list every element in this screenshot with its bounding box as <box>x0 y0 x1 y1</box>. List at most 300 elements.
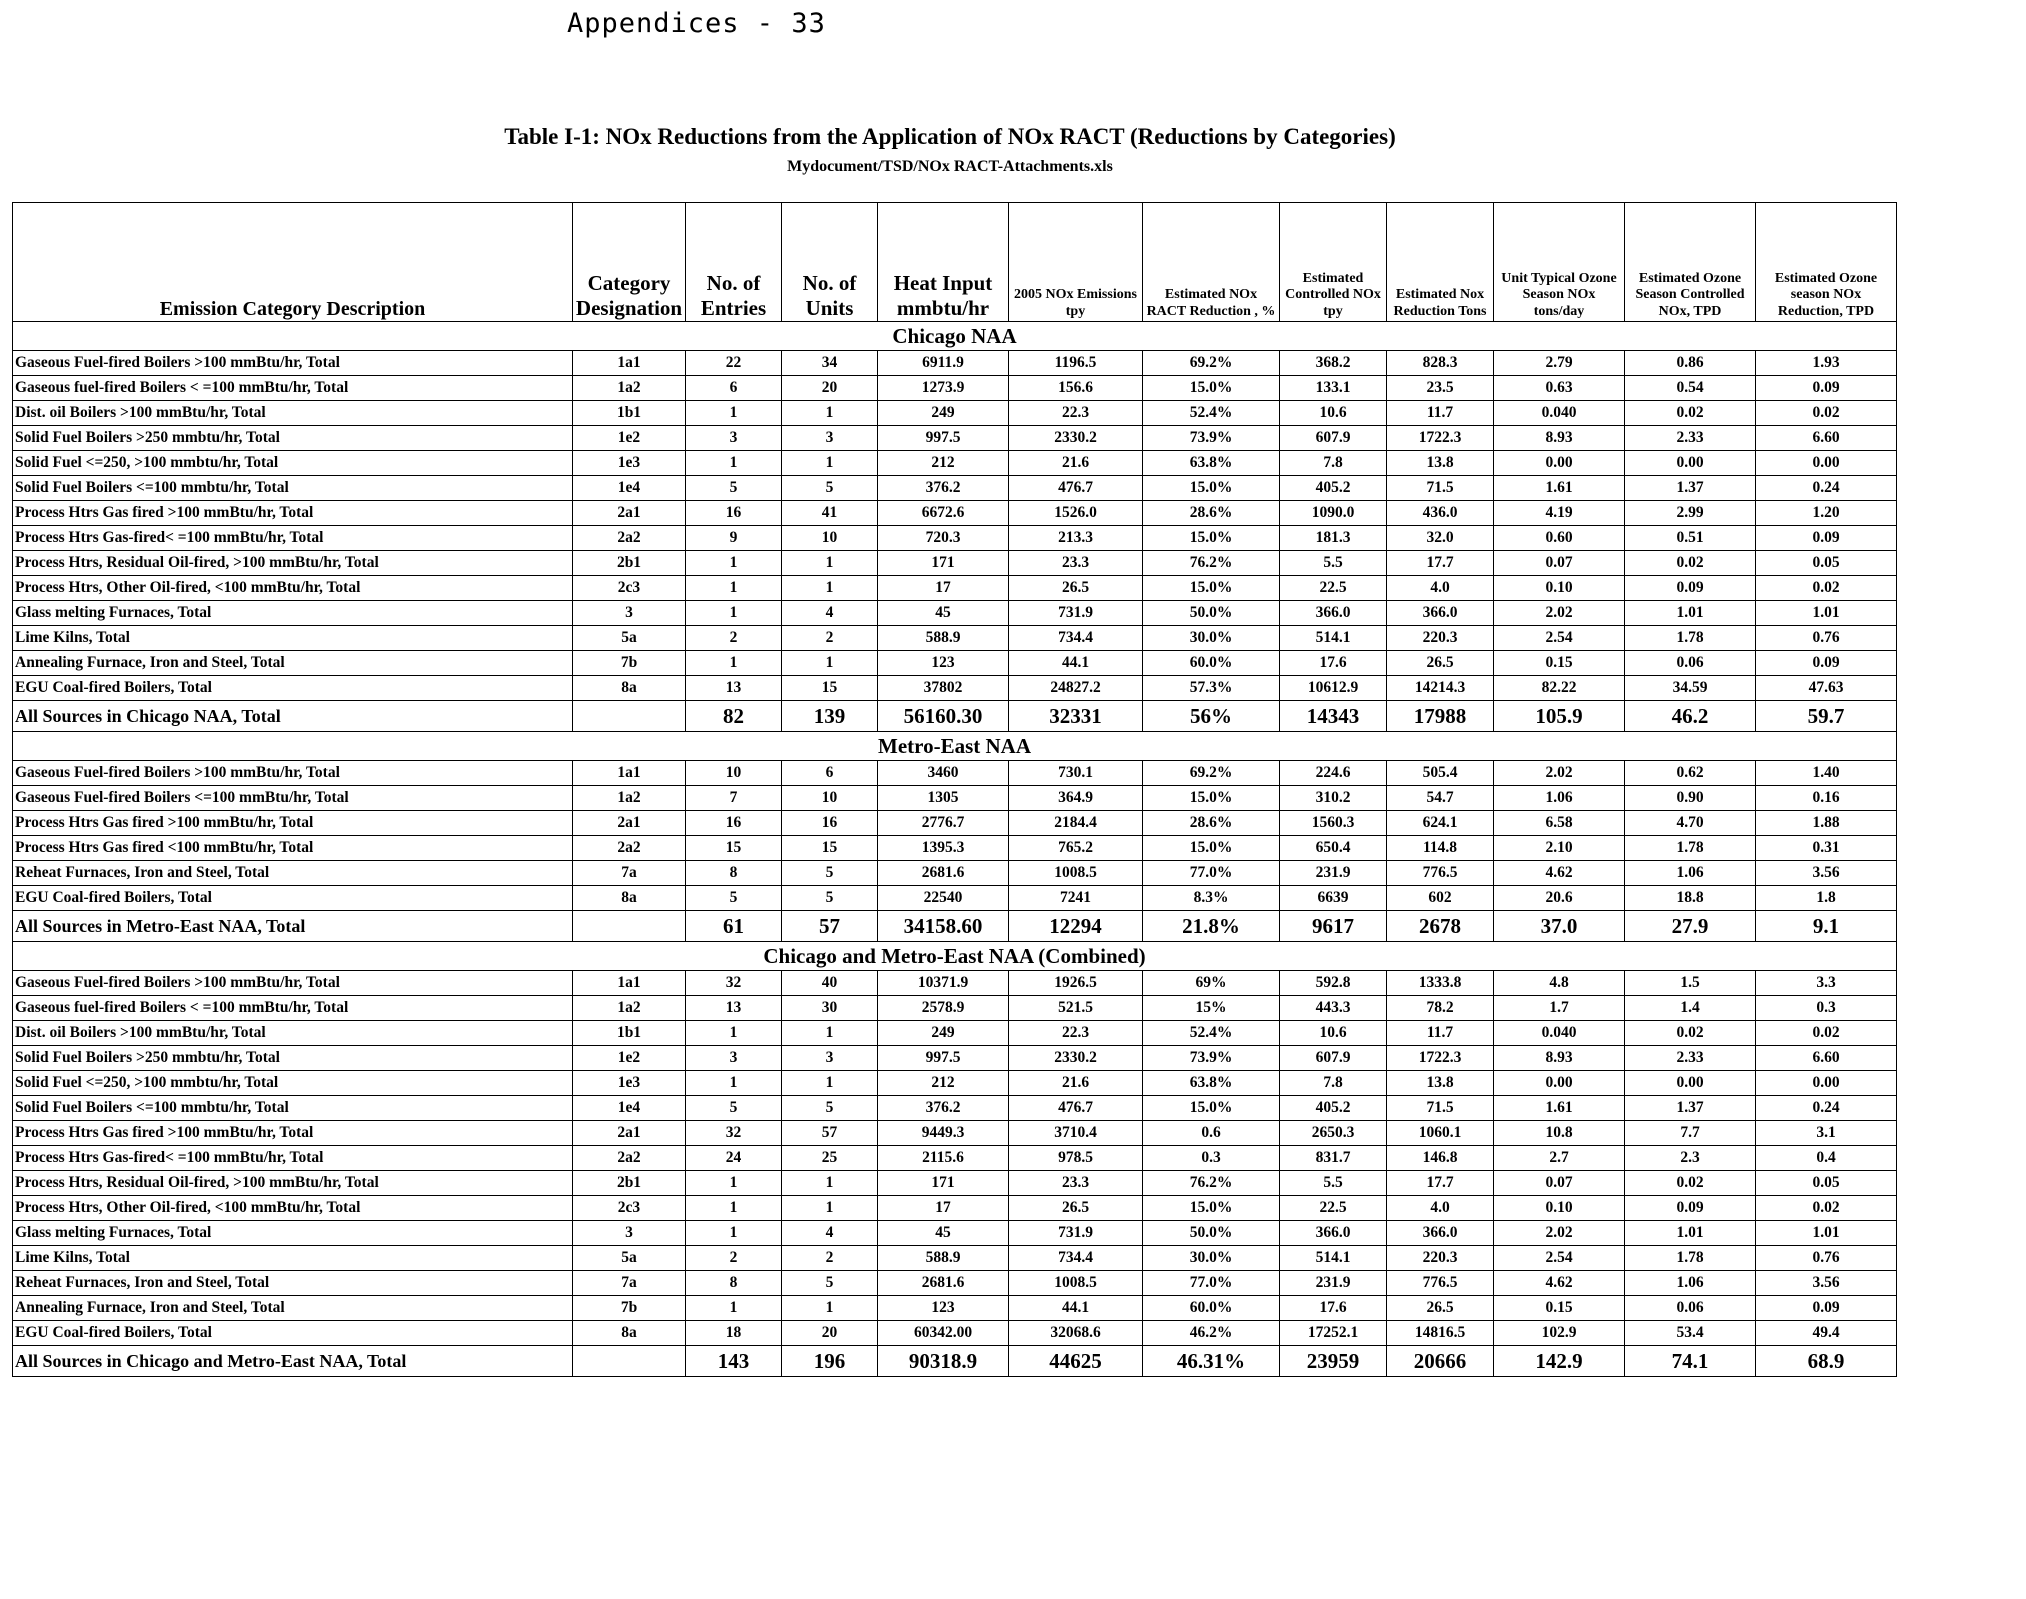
column-header: Unit Typical Ozone Season NOx tons/day <box>1494 203 1625 322</box>
table-cell: 4.0 <box>1387 576 1494 601</box>
table-cell: 123 <box>878 651 1009 676</box>
category-description-cell: Solid Fuel Boilers <=100 mmbtu/hr, Total <box>13 476 573 501</box>
table-cell: 1e2 <box>573 426 686 451</box>
category-description-cell: Process Htrs Gas-fired< =100 mmBtu/hr, Total <box>13 526 573 551</box>
table-cell: 22540 <box>878 886 1009 911</box>
table-cell: 1.40 <box>1756 761 1897 786</box>
table-cell: 17252.1 <box>1280 1321 1387 1346</box>
table-cell: 0.51 <box>1625 526 1756 551</box>
table-cell: 2578.9 <box>878 996 1009 1021</box>
column-header: Estimated Ozone season NOx Reduction, TPD <box>1756 203 1897 322</box>
table-cell: 443.3 <box>1280 996 1387 1021</box>
table-cell: 16 <box>686 501 782 526</box>
table-cell: 76.2% <box>1143 551 1280 576</box>
table-cell: 26.5 <box>1009 576 1143 601</box>
table-cell: 0.02 <box>1625 551 1756 576</box>
category-description-cell: Process Htrs, Other Oil-fired, <100 mmBtu/hr, Total <box>13 576 573 601</box>
table-cell: 53.4 <box>1625 1321 1756 1346</box>
table-cell: 0.24 <box>1756 1096 1897 1121</box>
table-cell: 0.76 <box>1756 1246 1897 1271</box>
table-cell: 1e3 <box>573 1071 686 1096</box>
table-cell: 2681.6 <box>878 1271 1009 1296</box>
table-cell: 0.3 <box>1756 996 1897 1021</box>
table-cell: 5 <box>782 861 878 886</box>
table-cell: 2.02 <box>1494 1221 1625 1246</box>
table-cell: 8a <box>573 886 686 911</box>
table-cell: 7a <box>573 861 686 886</box>
table-row <box>13 376 1897 401</box>
table-cell: 1a1 <box>573 761 686 786</box>
table-cell: 730.1 <box>1009 761 1143 786</box>
table-cell: 1.5 <box>1625 971 1756 996</box>
table-cell: 63.8% <box>1143 451 1280 476</box>
table-cell: 171 <box>878 1171 1009 1196</box>
total-cell: 21.8% <box>1143 911 1280 942</box>
table-cell: 5 <box>782 1096 878 1121</box>
category-description-cell: Dist. oil Boilers >100 mmBtu/hr, Total <box>13 401 573 426</box>
table-cell: 0.09 <box>1756 651 1897 676</box>
table-cell: 0.6 <box>1143 1121 1280 1146</box>
table-cell: 1e2 <box>573 1046 686 1071</box>
table-cell: 3 <box>782 1046 878 1071</box>
column-header: Heat Input mmbtu/hr <box>878 203 1009 322</box>
total-cell: 32331 <box>1009 701 1143 732</box>
table-row <box>13 996 1897 1021</box>
table-cell: 77.0% <box>1143 861 1280 886</box>
total-cell: 57 <box>782 911 878 942</box>
table-cell: 5 <box>686 1096 782 1121</box>
table-cell: 249 <box>878 1021 1009 1046</box>
section-title: Metro-East NAA <box>13 732 1897 761</box>
section-header-row <box>13 942 1897 971</box>
table-cell: 0.07 <box>1494 1171 1625 1196</box>
category-description-cell: Gaseous Fuel-fired Boilers >100 mmBtu/hr, Total <box>13 971 573 996</box>
table-row <box>13 626 1897 651</box>
table-cell: 5.5 <box>1280 551 1387 576</box>
table-cell: 0.16 <box>1756 786 1897 811</box>
category-description-cell: Solid Fuel Boilers >250 mmbtu/hr, Total <box>13 1046 573 1071</box>
table-cell: 15.0% <box>1143 576 1280 601</box>
table-cell: 4.0 <box>1387 1196 1494 1221</box>
table-cell: 1a2 <box>573 996 686 1021</box>
category-description-cell: EGU Coal-fired Boilers, Total <box>13 676 573 701</box>
table-cell: 22 <box>686 351 782 376</box>
table-cell: 16 <box>782 811 878 836</box>
section-header-row <box>13 322 1897 351</box>
table-cell: 2.10 <box>1494 836 1625 861</box>
table-cell: 1 <box>686 1171 782 1196</box>
table-cell: 26.5 <box>1387 1296 1494 1321</box>
table-cell: 44.1 <box>1009 651 1143 676</box>
total-row <box>13 1346 1897 1377</box>
table-cell: 588.9 <box>878 626 1009 651</box>
table-row <box>13 786 1897 811</box>
table-cell: 17 <box>878 1196 1009 1221</box>
table-cell: 1 <box>686 1021 782 1046</box>
table-cell: 1.7 <box>1494 996 1625 1021</box>
category-description-cell: Process Htrs, Residual Oil-fired, >100 mmBtu/hr, Total <box>13 551 573 576</box>
table-cell: 3 <box>573 601 686 626</box>
table-cell: 310.2 <box>1280 786 1387 811</box>
table-cell: 17 <box>878 576 1009 601</box>
total-cell: 23959 <box>1280 1346 1387 1377</box>
total-cell: 74.1 <box>1625 1346 1756 1377</box>
table-cell: 1 <box>782 1071 878 1096</box>
column-header: Estimated Controlled NOx tpy <box>1280 203 1387 322</box>
table-cell: 2.7 <box>1494 1146 1625 1171</box>
category-description-cell: Gaseous fuel-fired Boilers < =100 mmBtu/hr, Total <box>13 376 573 401</box>
table-cell: 1.20 <box>1756 501 1897 526</box>
table-cell: 505.4 <box>1387 761 1494 786</box>
table-cell: 22.5 <box>1280 1196 1387 1221</box>
table-row <box>13 1171 1897 1196</box>
table-body <box>13 322 1897 1377</box>
table-row <box>13 811 1897 836</box>
total-label-cell: All Sources in Chicago and Metro-East NAA, Total <box>13 1346 573 1377</box>
table-cell: 2.99 <box>1625 501 1756 526</box>
table-row <box>13 1121 1897 1146</box>
table-cell: 0.00 <box>1756 451 1897 476</box>
table-cell: 1 <box>686 551 782 576</box>
table-cell: 114.8 <box>1387 836 1494 861</box>
table-cell: 23.3 <box>1009 1171 1143 1196</box>
nox-reductions-table <box>12 202 1897 1377</box>
table-cell: 7.7 <box>1625 1121 1756 1146</box>
table-cell: 9 <box>686 526 782 551</box>
category-description-cell: Annealing Furnace, Iron and Steel, Total <box>13 651 573 676</box>
table-cell: 624.1 <box>1387 811 1494 836</box>
table-cell: 1 <box>782 1196 878 1221</box>
table-cell: 1e3 <box>573 451 686 476</box>
table-cell: 0.09 <box>1756 376 1897 401</box>
table-cell: 3.56 <box>1756 1271 1897 1296</box>
category-description-cell: Gaseous Fuel-fired Boilers >100 mmBtu/hr, Total <box>13 351 573 376</box>
table-cell: 731.9 <box>1009 601 1143 626</box>
table-cell: 15.0% <box>1143 1096 1280 1121</box>
table-cell: 1 <box>686 451 782 476</box>
table-cell: 231.9 <box>1280 861 1387 886</box>
table-cell: 40 <box>782 971 878 996</box>
table-cell: 1722.3 <box>1387 426 1494 451</box>
table-cell: 13.8 <box>1387 1071 1494 1096</box>
table-cell: 60.0% <box>1143 1296 1280 1321</box>
table-cell: 1 <box>686 1071 782 1096</box>
total-cell: 105.9 <box>1494 701 1625 732</box>
table-cell: 1b1 <box>573 1021 686 1046</box>
table-cell: 1 <box>686 601 782 626</box>
table-row <box>13 451 1897 476</box>
total-cell: 2678 <box>1387 911 1494 942</box>
total-cell: 37.0 <box>1494 911 1625 942</box>
table-cell: 1.01 <box>1625 601 1756 626</box>
table-cell: 21.6 <box>1009 1071 1143 1096</box>
table-cell: 10612.9 <box>1280 676 1387 701</box>
table-cell: 1.4 <box>1625 996 1756 1021</box>
table-cell: 13 <box>686 676 782 701</box>
table-cell: 78.2 <box>1387 996 1494 1021</box>
table-cell: 15.0% <box>1143 786 1280 811</box>
table-cell: 15.0% <box>1143 376 1280 401</box>
table-cell: 734.4 <box>1009 1246 1143 1271</box>
table-cell: 2.54 <box>1494 626 1625 651</box>
table-cell: 0.90 <box>1625 786 1756 811</box>
table-cell: 1 <box>782 1171 878 1196</box>
total-cell: 9.1 <box>1756 911 1897 942</box>
table-cell: 50.0% <box>1143 1221 1280 1246</box>
table-cell: 0.07 <box>1494 551 1625 576</box>
table-cell: 7b <box>573 1296 686 1321</box>
table-cell: 650.4 <box>1280 836 1387 861</box>
total-cell: 20666 <box>1387 1346 1494 1377</box>
table-cell: 376.2 <box>878 1096 1009 1121</box>
table-cell: 1 <box>782 451 878 476</box>
table-cell: 1060.1 <box>1387 1121 1494 1146</box>
table-row <box>13 526 1897 551</box>
table-cell: 5 <box>782 886 878 911</box>
total-label-cell: All Sources in Chicago NAA, Total <box>13 701 573 732</box>
table-cell: 1 <box>686 1296 782 1321</box>
table-cell: 25 <box>782 1146 878 1171</box>
table-cell: 3 <box>573 1221 686 1246</box>
table-cell: 231.9 <box>1280 1271 1387 1296</box>
table-cell: 0.10 <box>1494 576 1625 601</box>
table-cell: 7b <box>573 651 686 676</box>
table-cell: 26.5 <box>1387 651 1494 676</box>
table-cell: 0.06 <box>1625 1296 1756 1321</box>
table-cell: 14214.3 <box>1387 676 1494 701</box>
table-cell: 2a2 <box>573 526 686 551</box>
table-row <box>13 1221 1897 1246</box>
total-cell: 17988 <box>1387 701 1494 732</box>
table-cell: 0.02 <box>1625 1171 1756 1196</box>
table-cell: 13.8 <box>1387 451 1494 476</box>
table-cell: 476.7 <box>1009 1096 1143 1121</box>
table-cell: 7 <box>686 786 782 811</box>
table-cell: 4.19 <box>1494 501 1625 526</box>
table-cell: 0.76 <box>1756 626 1897 651</box>
table-row <box>13 761 1897 786</box>
table-cell: 220.3 <box>1387 1246 1494 1271</box>
table-cell: 37802 <box>878 676 1009 701</box>
table-cell: 376.2 <box>878 476 1009 501</box>
table-cell: 5 <box>782 1271 878 1296</box>
table-cell: 30.0% <box>1143 1246 1280 1271</box>
table-cell: 11.7 <box>1387 1021 1494 1046</box>
category-description-cell: Process Htrs, Residual Oil-fired, >100 mmBtu/hr, Total <box>13 1171 573 1196</box>
total-cell: 34158.60 <box>878 911 1009 942</box>
table-cell: 607.9 <box>1280 426 1387 451</box>
table-row <box>13 501 1897 526</box>
table-cell: 2 <box>782 1246 878 1271</box>
table-cell: 76.2% <box>1143 1171 1280 1196</box>
column-header: Estimated Ozone Season Controlled NOx, TPD <box>1625 203 1756 322</box>
table-cell: 0.09 <box>1756 1296 1897 1321</box>
table-cell: 1 <box>686 401 782 426</box>
table-cell: 2c3 <box>573 1196 686 1221</box>
table-row <box>13 1296 1897 1321</box>
table-cell: 1 <box>782 401 878 426</box>
table-cell: 1 <box>686 1221 782 1246</box>
total-cell: 56160.30 <box>878 701 1009 732</box>
total-cell: 9617 <box>1280 911 1387 942</box>
total-row <box>13 911 1897 942</box>
table-row <box>13 1046 1897 1071</box>
table-row <box>13 836 1897 861</box>
table-cell: 1 <box>686 651 782 676</box>
table-cell: 734.4 <box>1009 626 1143 651</box>
table-cell: 4.62 <box>1494 861 1625 886</box>
category-description-cell: Reheat Furnaces, Iron and Steel, Total <box>13 1271 573 1296</box>
table-cell: 1.06 <box>1494 786 1625 811</box>
table-cell: 77.0% <box>1143 1271 1280 1296</box>
table-cell: 54.7 <box>1387 786 1494 811</box>
table-row <box>13 1096 1897 1121</box>
table-cell: 46.2% <box>1143 1321 1280 1346</box>
table-cell: 6.60 <box>1756 1046 1897 1071</box>
table-cell: 2 <box>782 626 878 651</box>
table-cell: 1a1 <box>573 971 686 996</box>
table-cell: 1.06 <box>1625 1271 1756 1296</box>
total-cell: 68.9 <box>1756 1346 1897 1377</box>
column-header: No. of Entries <box>686 203 782 322</box>
table-row <box>13 1071 1897 1096</box>
total-cell: 143 <box>686 1346 782 1377</box>
table-cell: 171 <box>878 551 1009 576</box>
table-cell: 0.15 <box>1494 1296 1625 1321</box>
table-cell: 0.54 <box>1625 376 1756 401</box>
total-cell <box>573 1346 686 1377</box>
table-cell: 0.02 <box>1625 1021 1756 1046</box>
table-cell: 32 <box>686 971 782 996</box>
table-subtitle: Mydocument/TSD/NOx RACT-Attachments.xls <box>787 158 1113 175</box>
table-cell: 0.09 <box>1756 526 1897 551</box>
table-row <box>13 861 1897 886</box>
table-cell: 30 <box>782 996 878 1021</box>
table-cell: 0.02 <box>1756 1196 1897 1221</box>
table-cell: 476.7 <box>1009 476 1143 501</box>
table-cell: 1395.3 <box>878 836 1009 861</box>
table-cell: 0.63 <box>1494 376 1625 401</box>
table-cell: 1 <box>782 1021 878 1046</box>
table-cell: 1 <box>782 651 878 676</box>
table-cell: 22.3 <box>1009 401 1143 426</box>
category-description-cell: Gaseous fuel-fired Boilers < =100 mmBtu/hr, Total <box>13 996 573 1021</box>
category-description-cell: Glass melting Furnaces, Total <box>13 601 573 626</box>
table-cell: 23.5 <box>1387 376 1494 401</box>
table-cell: 1.88 <box>1756 811 1897 836</box>
table-cell: 5 <box>686 886 782 911</box>
table-cell: 6.58 <box>1494 811 1625 836</box>
section-title: Chicago and Metro-East NAA (Combined) <box>13 942 1897 971</box>
table-cell: 2c3 <box>573 576 686 601</box>
table-row <box>13 1246 1897 1271</box>
table-cell: 32 <box>686 1121 782 1146</box>
table-cell: 24827.2 <box>1009 676 1143 701</box>
table-cell: 592.8 <box>1280 971 1387 996</box>
table-cell: 1.01 <box>1625 1221 1756 1246</box>
table-cell: 15.0% <box>1143 526 1280 551</box>
table-cell: 2 <box>686 1246 782 1271</box>
table-cell: 60342.00 <box>878 1321 1009 1346</box>
table-cell: 28.6% <box>1143 811 1280 836</box>
category-description-cell: Solid Fuel <=250, >100 mmbtu/hr, Total <box>13 1071 573 1096</box>
table-cell: 0.06 <box>1625 651 1756 676</box>
table-cell: 18 <box>686 1321 782 1346</box>
column-header: Estimated Nox Reduction Tons <box>1387 203 1494 322</box>
table-cell: 1.93 <box>1756 351 1897 376</box>
table-cell: 2.54 <box>1494 1246 1625 1271</box>
table-cell: 828.3 <box>1387 351 1494 376</box>
table-cell: 4.70 <box>1625 811 1756 836</box>
table-cell: 73.9% <box>1143 1046 1280 1071</box>
table-cell: 8.3% <box>1143 886 1280 911</box>
table-cell: 1008.5 <box>1009 1271 1143 1296</box>
table-cell: 6.60 <box>1756 426 1897 451</box>
category-description-cell: Dist. oil Boilers >100 mmBtu/hr, Total <box>13 1021 573 1046</box>
table-cell: 978.5 <box>1009 1146 1143 1171</box>
table-cell: 156.6 <box>1009 376 1143 401</box>
category-description-cell: Process Htrs Gas fired >100 mmBtu/hr, Total <box>13 501 573 526</box>
total-cell: 196 <box>782 1346 878 1377</box>
total-cell: 139 <box>782 701 878 732</box>
table-cell: 22.3 <box>1009 1021 1143 1046</box>
total-cell: 90318.9 <box>878 1346 1009 1377</box>
table-cell: 2330.2 <box>1009 426 1143 451</box>
table-cell: 1 <box>782 1296 878 1321</box>
category-description-cell: Solid Fuel <=250, >100 mmbtu/hr, Total <box>13 451 573 476</box>
table-cell: 0.31 <box>1756 836 1897 861</box>
table-row <box>13 971 1897 996</box>
table-cell: 8 <box>686 1271 782 1296</box>
table-cell: 997.5 <box>878 1046 1009 1071</box>
category-description-cell: Gaseous Fuel-fired Boilers <=100 mmBtu/hr, Total <box>13 786 573 811</box>
table-cell: 1.78 <box>1625 1246 1756 1271</box>
table-cell: 1.78 <box>1625 626 1756 651</box>
table-cell: 0.86 <box>1625 351 1756 376</box>
table-cell: 20 <box>782 1321 878 1346</box>
table-cell: 514.1 <box>1280 1246 1387 1271</box>
table-cell: 18.8 <box>1625 886 1756 911</box>
table-cell: 45 <box>878 601 1009 626</box>
table-cell: 0.02 <box>1625 401 1756 426</box>
table-cell: 1.61 <box>1494 476 1625 501</box>
total-cell: 14343 <box>1280 701 1387 732</box>
table-row <box>13 1021 1897 1046</box>
table-cell: 0.040 <box>1494 1021 1625 1046</box>
table-cell: 71.5 <box>1387 476 1494 501</box>
table-cell: 10 <box>782 786 878 811</box>
table-row <box>13 426 1897 451</box>
table-cell: 20 <box>782 376 878 401</box>
table-cell: 720.3 <box>878 526 1009 551</box>
table-cell: 765.2 <box>1009 836 1143 861</box>
table-cell: 4.8 <box>1494 971 1625 996</box>
table-cell: 1305 <box>878 786 1009 811</box>
total-cell: 59.7 <box>1756 701 1897 732</box>
table-cell: 0.4 <box>1756 1146 1897 1171</box>
table-cell: 2650.3 <box>1280 1121 1387 1146</box>
table-cell: 45 <box>878 1221 1009 1246</box>
table-cell: 731.9 <box>1009 1221 1143 1246</box>
table-cell: 20.6 <box>1494 886 1625 911</box>
category-description-cell: Annealing Furnace, Iron and Steel, Total <box>13 1296 573 1321</box>
table-cell: 1722.3 <box>1387 1046 1494 1071</box>
table-cell: 366.0 <box>1280 601 1387 626</box>
table-cell: 213.3 <box>1009 526 1143 551</box>
category-description-cell: EGU Coal-fired Boilers, Total <box>13 1321 573 1346</box>
table-cell: 11.7 <box>1387 401 1494 426</box>
table-cell: 1.01 <box>1756 601 1897 626</box>
